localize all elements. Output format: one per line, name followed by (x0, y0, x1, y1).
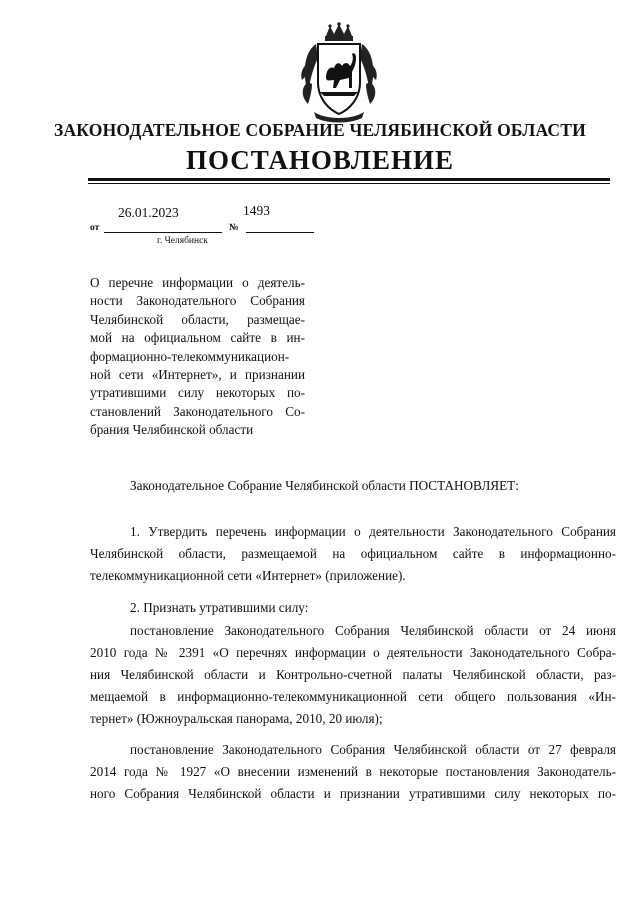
city-label: г. Челябинск (157, 236, 208, 246)
preamble (90, 475, 616, 497)
subject-line: О перечне информации о деятель- (90, 275, 305, 290)
document-subject (90, 274, 305, 440)
header-rule-thin (88, 183, 610, 184)
paragraph-4 (90, 739, 616, 805)
subject-line: становлений Законодательного Со- (90, 403, 305, 419)
paragraph-line: мещаемой в информационно-телекоммуникационной сети общего пользования «Ин- (90, 689, 616, 704)
paragraph-line: 2. Признать утратившими силу: (130, 600, 309, 615)
subject-line: мой на официальном сайте в ин- (90, 330, 305, 346)
paragraph-1 (90, 521, 616, 587)
paragraph-line: 2014 года № 1927 «О внесении изменений в некоторые постановления Законодатель- (90, 764, 616, 779)
paragraph-line: Челябинской области, размещаемой на официальном сайте в информационно- (90, 546, 616, 561)
header-rule-thick (88, 178, 610, 181)
date-underline (104, 232, 222, 233)
document-type-title: ПОСТАНОВЛЕНИЕ (185, 145, 455, 175)
paragraph-line: ного Собрания Челябинской области и признании утратившими силу некоторых по- (90, 786, 616, 801)
subject-line: формационно-телекоммуникацион- (90, 348, 290, 364)
number-prefix: № (229, 223, 239, 233)
subject-line: ности Законодательного Собрания (90, 293, 305, 309)
paragraph-line: телекоммуникационной сети «Интернет» (приложение). (90, 568, 406, 583)
document-date: 26.01.2023 (118, 205, 179, 220)
organization-name: ЗАКОНОДАТЕЛЬНОЕ СОБРАНИЕ ЧЕЛЯБИНСКОЙ ОБЛАСТИ (54, 120, 586, 140)
paragraph-line: 2010 года № 2391 «О перечнях информации о деятельности Законодательного Собра- (90, 645, 616, 660)
paragraph-line: ния Челябинской области и Контрольно-счетной палаты Челябинской области, раз- (90, 667, 616, 682)
paragraph-line: 1. Утвердить перечень информации о деятельности Законодательного Собрания (130, 524, 616, 539)
document-number: 1493 (243, 203, 270, 218)
paragraph-line: постановление Законодательного Собрания Челябинской области от 27 февраля (130, 742, 616, 757)
subject-line: утратившими силу некоторых по- (90, 385, 305, 401)
subject-line: Челябинской области, размещае- (90, 311, 305, 327)
chelyabinsk-coat-of-arms-icon (296, 22, 382, 126)
paragraph-2 (90, 597, 616, 619)
date-prefix: от (90, 223, 100, 233)
paragraph-3 (90, 620, 616, 730)
paragraph-line: постановление Законодательного Собрания Челябинской области от 24 июня (130, 623, 616, 638)
number-underline (246, 232, 314, 233)
subject-line: брания Челябинской области (90, 422, 254, 438)
paragraph-line: тернет» (Южноуральская панорама, 2010, 20 июля); (90, 711, 383, 726)
preamble-text: Законодательное Собрание Челябинской области ПОСТАНОВЛЯЕТ: (130, 478, 519, 493)
subject-line: ной сети «Интернет», и признании (90, 367, 305, 383)
